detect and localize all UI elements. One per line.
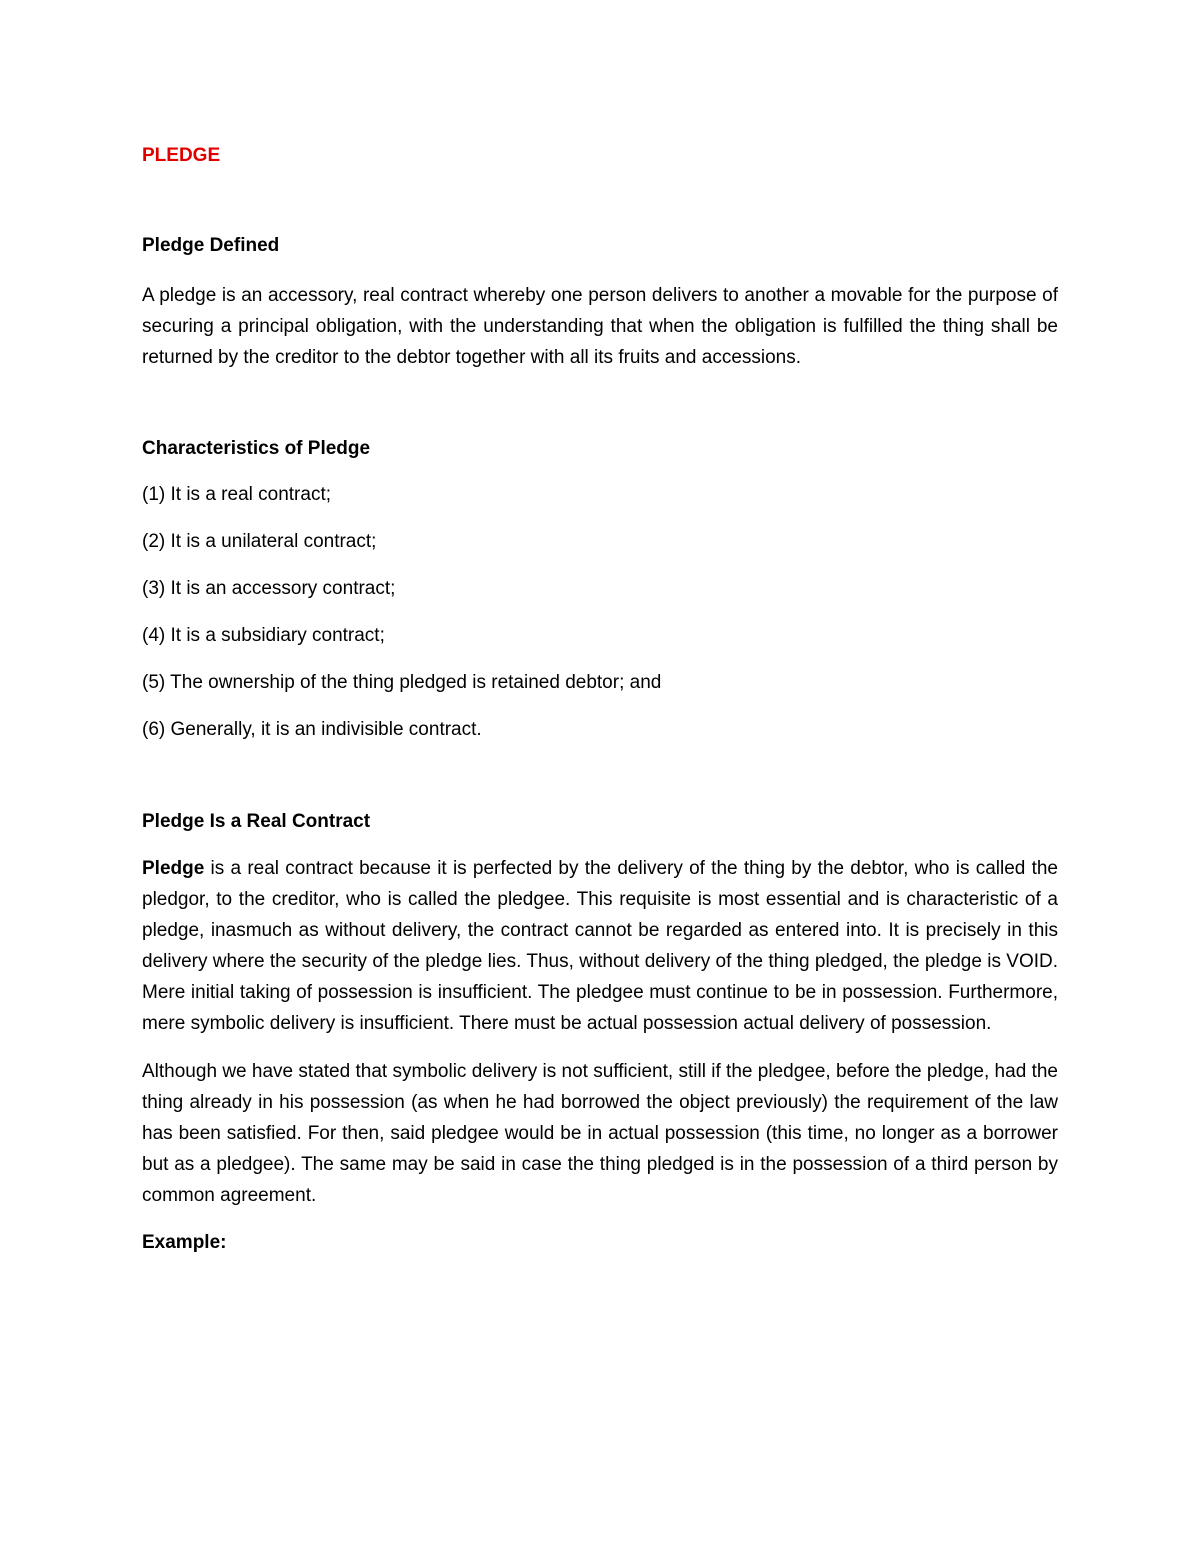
heading-real-contract: Pledge Is a Real Contract [142, 811, 371, 832]
list-item: (5) The ownership of the thing pledged is retained debtor; and [142, 672, 662, 693]
list-item: (1) It is a real contract; [142, 484, 332, 505]
list-item: (2) It is a unilateral contract; [142, 531, 377, 552]
paragraph-lead-term: Pledge [142, 858, 205, 879]
document-page [142, 140, 1058, 1257]
heading-characteristics: Characteristics of Pledge [142, 438, 371, 459]
paragraph-text: is a real contract because it is perfected by the delivery of the thing by the debtor, who is called the pledgor, to the creditor, who is called the pledgee. This requisite is most essential and is characteristic of a pledge, inasmuch as without delivery, the contract cannot be regarded as entered into. It is precisely in this delivery where the security of the pledge lies. Thus, without delivery of the thing pledged, the pledge is VOID. Mere initial taking of possession is insufficient. The pledgee must continue to be in possession. Furthermore, mere symbolic delivery is insufficient. There must be actual possession actual delivery of possession. [142, 858, 1058, 1034]
characteristics-list [142, 463, 1058, 744]
paragraph-real-contract-2: Although we have stated that symbolic delivery is not sufficient, still if the pledgee, before the pledge, had the thing already in his possession (as when he had borrowed the object previously) the requirement of the law has been satisfied. For then, said pledgee would be in actual possession (this time, no longer as a borrower but as a pledgee). The same may be said in case the thing pledged is in the possession of a third person by common agreement. [142, 1061, 1058, 1206]
paragraph-pledge-definition: A pledge is an accessory, real contract whereby one person delivers to another a movable for the purpose of securing a principal obligation, with the understanding that when the obligation is fulfilled the thing shall be returned by the creditor to the debtor together with all its fruits and accessions. [142, 285, 1058, 368]
paragraph-real-contract-1 [142, 853, 1058, 1039]
example-label: Example: [142, 1232, 227, 1253]
list-item: (4) It is a subsidiary contract; [142, 625, 385, 646]
heading-pledge-defined: Pledge Defined [142, 235, 280, 256]
list-item: (3) It is an accessory contract; [142, 578, 396, 599]
document-title: PLEDGE [142, 145, 221, 166]
list-item: (6) Generally, it is an indivisible contract. [142, 719, 482, 740]
